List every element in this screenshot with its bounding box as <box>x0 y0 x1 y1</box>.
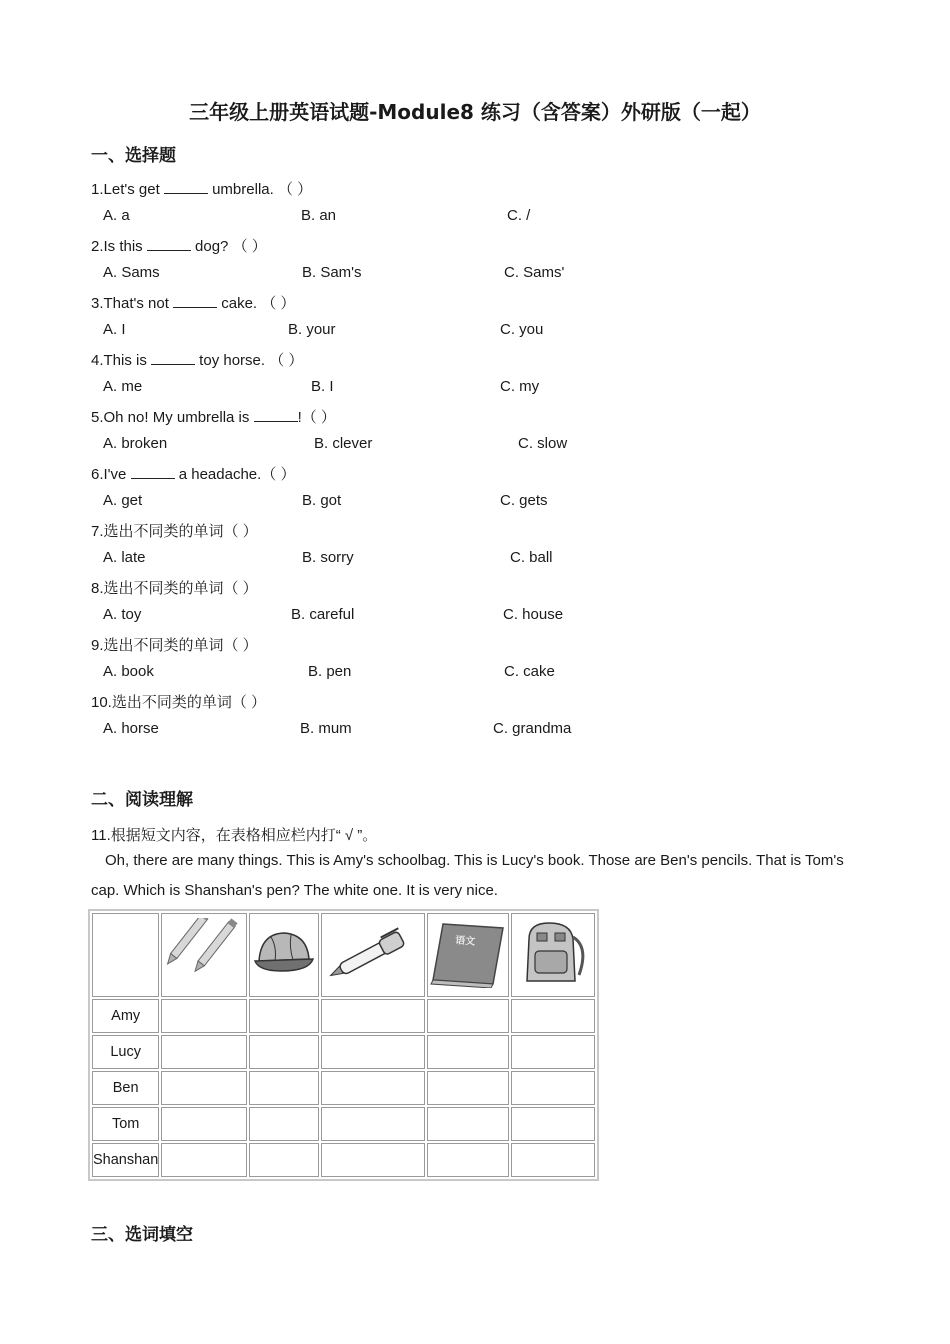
option-c[interactable]: C. slow <box>518 435 568 452</box>
table-row <box>92 1071 595 1105</box>
table-row <box>92 999 595 1033</box>
option-c[interactable]: C. cake <box>504 663 555 680</box>
option-c[interactable]: C. gets <box>500 492 548 509</box>
option-b[interactable]: B. I <box>311 378 334 395</box>
check-cell[interactable] <box>161 1107 247 1141</box>
reading-passage: Oh, there are many things. This is Amy's schoolbag. This is Lucy's book. Those are Ben's pencils. That is Tom's cap. Which is Shanshan's pen? The white one. It is very nice. <box>91 852 844 899</box>
option-b[interactable]: B. pen <box>308 663 352 680</box>
option-a[interactable]: A. book <box>103 663 154 680</box>
table-row <box>92 1107 595 1141</box>
student-name: Shanshan <box>92 1143 159 1177</box>
header-empty-cell <box>92 913 159 997</box>
table-row <box>92 1143 595 1177</box>
option-b[interactable]: B. clever <box>314 435 373 452</box>
question-text: 9.选出不同类的单词（ ） <box>91 637 258 654</box>
option-a[interactable]: A. get <box>103 492 143 509</box>
question-7 <box>91 520 258 541</box>
option-c[interactable]: C. grandma <box>493 720 572 737</box>
check-cell[interactable] <box>161 1035 247 1069</box>
question-text: 1.Let's get <box>91 181 164 198</box>
check-cell[interactable] <box>249 1035 319 1069</box>
option-a[interactable]: A. Sams <box>103 264 160 281</box>
student-name: Ben <box>92 1071 159 1105</box>
question-10 <box>91 691 266 712</box>
check-cell[interactable] <box>321 999 425 1033</box>
option-a[interactable]: A. toy <box>103 606 142 623</box>
question-6 <box>91 463 295 484</box>
option-a[interactable]: A. a <box>103 207 130 224</box>
check-cell[interactable] <box>427 1107 509 1141</box>
table-row <box>92 1035 595 1069</box>
check-cell[interactable] <box>511 1107 595 1141</box>
answer-table <box>88 909 599 1181</box>
check-cell[interactable] <box>321 1107 425 1141</box>
cap-icon <box>249 913 319 997</box>
answer-blank[interactable] <box>173 295 217 308</box>
option-b[interactable]: B. careful <box>291 606 355 623</box>
question-text: 10.选出不同类的单词（ ） <box>91 694 267 711</box>
option-a[interactable]: A. I <box>103 321 126 338</box>
pencils-icon <box>161 913 247 997</box>
check-cell[interactable] <box>427 1035 509 1069</box>
check-cell[interactable] <box>249 1107 319 1141</box>
option-a[interactable]: A. late <box>103 549 146 566</box>
check-cell[interactable] <box>321 1071 425 1105</box>
question-3 <box>91 292 295 313</box>
question-text: 8.选出不同类的单词（ ） <box>91 580 258 597</box>
student-name: Lucy <box>92 1035 159 1069</box>
reading-instruction: 11.根据短文内容，在表格相应栏内打“ √ ”。 <box>91 827 378 844</box>
question-text: 5.Oh no! My umbrella is <box>91 409 254 426</box>
student-name: Amy <box>92 999 159 1033</box>
option-c[interactable]: C. / <box>507 207 531 224</box>
check-cell[interactable] <box>161 999 247 1033</box>
check-cell[interactable] <box>511 1143 595 1177</box>
answer-blank[interactable] <box>254 409 298 422</box>
pen-icon <box>321 913 425 997</box>
question-text: 3.That's not <box>91 295 174 312</box>
check-cell[interactable] <box>511 999 595 1033</box>
question-text-tail: dog? （ ） <box>190 238 267 255</box>
section3-heading: 三、选词填空 <box>91 1225 193 1245</box>
check-cell[interactable] <box>427 999 509 1033</box>
option-b[interactable]: B. your <box>288 321 336 338</box>
question-text: 6.I've <box>91 466 131 483</box>
answer-blank[interactable] <box>151 352 195 365</box>
section2-heading: 二、阅读理解 <box>91 790 193 810</box>
question-text-tail: toy horse. （ ） <box>195 352 304 369</box>
question-text: 4.This is <box>91 352 152 369</box>
question-text-tail: umbrella. （ ） <box>207 181 313 198</box>
option-a[interactable]: A. me <box>103 378 143 395</box>
question-text: 7.选出不同类的单词（ ） <box>91 523 258 540</box>
check-cell[interactable] <box>511 1071 595 1105</box>
check-cell[interactable] <box>249 999 319 1033</box>
answer-blank[interactable] <box>147 238 191 251</box>
option-b[interactable]: B. sorry <box>302 549 354 566</box>
option-b[interactable]: B. got <box>302 492 342 509</box>
page-title: 三年级上册英语试题-Module8 练习（含答案）外研版（一起） <box>189 100 761 124</box>
option-c[interactable]: C. you <box>500 321 544 338</box>
question-8 <box>91 577 258 598</box>
book-icon <box>427 913 509 997</box>
schoolbag-icon <box>511 913 595 997</box>
check-cell[interactable] <box>427 1143 509 1177</box>
check-cell[interactable] <box>511 1035 595 1069</box>
check-cell[interactable] <box>161 1143 247 1177</box>
option-b[interactable]: B. mum <box>300 720 352 737</box>
answer-blank[interactable] <box>164 181 208 194</box>
question-text: 2.Is this <box>91 238 147 255</box>
question-text-tail: a headache.（ ） <box>174 466 296 483</box>
question-5 <box>91 406 336 427</box>
student-name: Tom <box>92 1107 159 1141</box>
option-a[interactable]: A. horse <box>103 720 159 737</box>
check-cell[interactable] <box>427 1071 509 1105</box>
section1-heading: 一、选择题 <box>91 146 176 166</box>
option-a[interactable]: A. broken <box>103 435 168 452</box>
option-c[interactable]: C. house <box>503 606 564 623</box>
answer-blank[interactable] <box>131 466 175 479</box>
question-text-tail: !（ ） <box>297 409 336 426</box>
check-cell[interactable] <box>249 1071 319 1105</box>
question-2 <box>91 235 267 256</box>
option-b[interactable]: B. an <box>301 207 337 224</box>
option-b[interactable]: B. Sam's <box>302 264 362 281</box>
check-cell[interactable] <box>249 1143 319 1177</box>
option-c[interactable]: C. my <box>500 378 540 395</box>
question-text-tail: cake. （ ） <box>217 295 296 312</box>
check-cell[interactable] <box>321 1035 425 1069</box>
check-cell[interactable] <box>321 1143 425 1177</box>
check-cell[interactable] <box>161 1071 247 1105</box>
question-9 <box>91 634 258 655</box>
option-c[interactable]: C. ball <box>510 549 553 566</box>
question-1 <box>91 178 312 199</box>
question-4 <box>91 349 303 370</box>
option-c[interactable]: C. Sams' <box>504 264 565 281</box>
book-label: 语文 <box>455 935 476 948</box>
